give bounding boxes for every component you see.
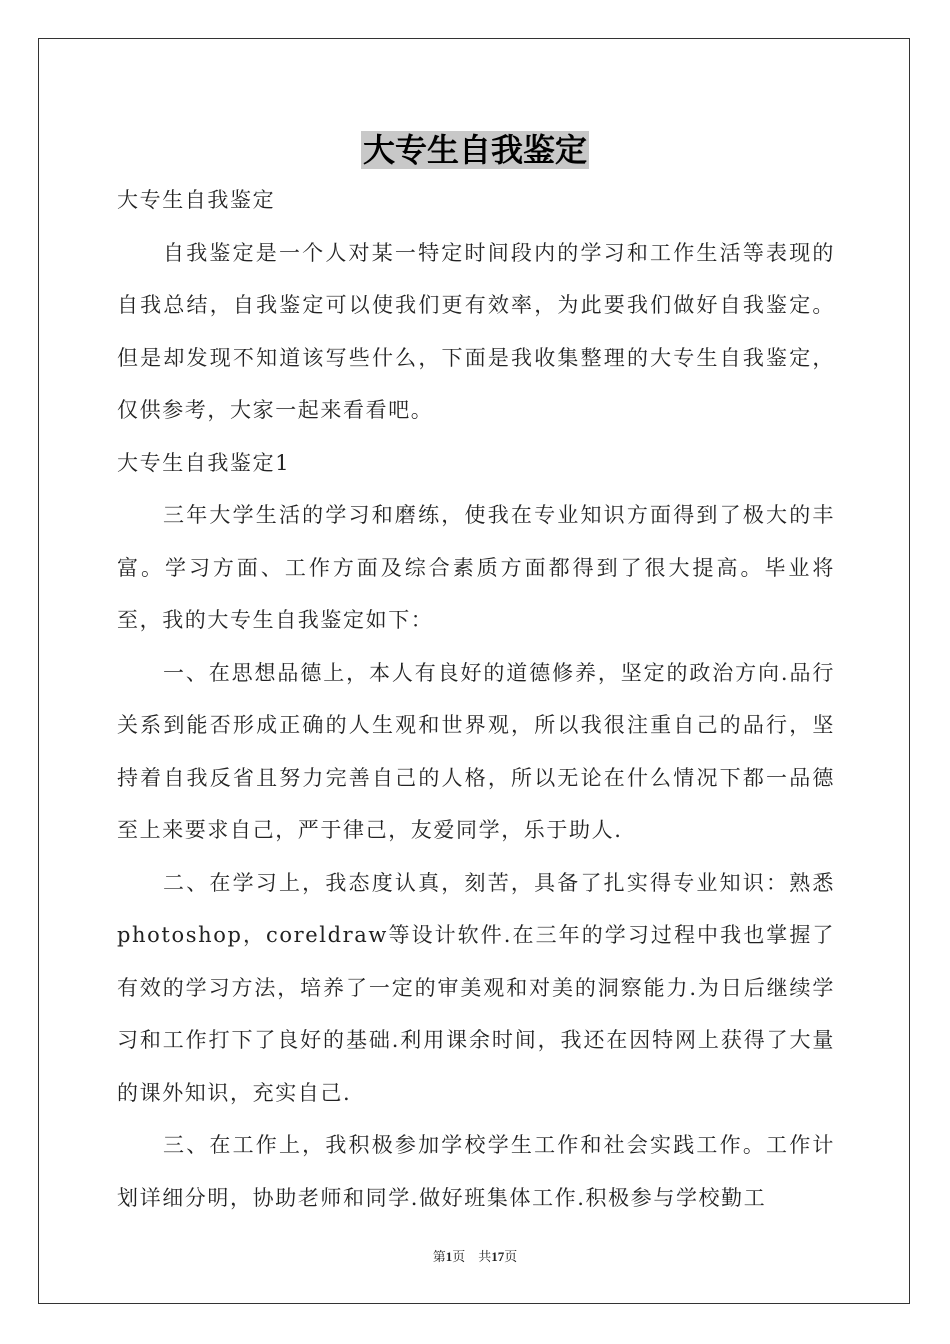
paragraph: 自我鉴定是一个人对某一特定时间段内的学习和工作生活等表现的自我总结，自我鉴定可以使我们更有效率，为此要我们做好自我鉴定。但是却发现不知道该写些什么，下面是我收集整理的大专生自我鉴定，仅供参考，大家一起来看看吧。	[117, 240, 835, 422]
document-title-text: 大专生自我鉴定	[362, 131, 587, 169]
paragraph: 三年大学生活的学习和磨练，使我在专业知识方面得到了极大的丰富。学习方面、工作方面及综合素质方面都得到了很大提高。毕业将至，我的大专生自我鉴定如下：	[117, 503, 835, 632]
paragraph: 大专生自我鉴定1	[117, 450, 291, 475]
footer-total-pages: 17	[491, 1249, 505, 1264]
footer-prefix: 第	[432, 1249, 446, 1264]
paragraph: 二、在学习上，我态度认真，刻苦，具备了扎实得专业知识：熟悉photoshop，coreldraw等设计软件.在三年的学习过程中我也掌握了有效的学习方法，培养了一定的审美观和对美的洞察能力.为日后继续学习和工作打下了良好的基础.利用课余时间，我还在因特网上获得了大量的课外知识，充实自己.	[117, 870, 835, 1105]
document-title	[0, 124, 950, 176]
footer-page-number: 1	[445, 1249, 453, 1264]
paragraph: 大专生自我鉴定	[117, 188, 276, 212]
paragraph: 一、在思想品德上，本人有良好的道德修养，坚定的政治方向.品行关系到能否形成正确的人生观和世界观，所以我很注重自己的品行，坚持着自我反省且努力完善自己的人格，所以无论在什么情况下都一品德至上来要求自己，严于律己，友爱同学，乐于助人.	[117, 660, 835, 842]
page-footer	[0, 1246, 950, 1265]
footer-suffix: 页	[504, 1249, 518, 1264]
paragraph: 三、在工作上，我积极参加学校学生工作和社会实践工作。工作计划详细分明，协助老师和同学.做好班集体工作.积极参与学校勤工	[117, 1133, 835, 1210]
document-body	[117, 174, 835, 1224]
footer-middle: 页 共	[452, 1249, 492, 1264]
